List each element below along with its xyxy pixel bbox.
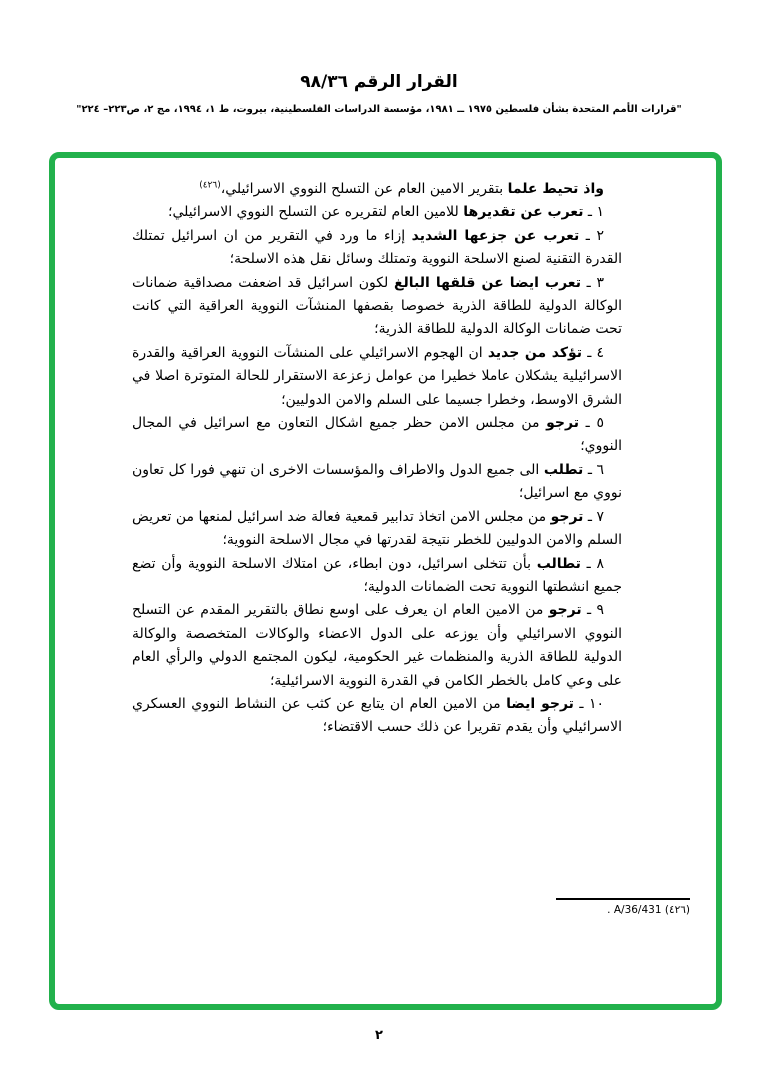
resolution-clause-9: [132, 599, 622, 693]
resolution-body: [132, 178, 622, 740]
clause-bold-phrase: ترجو: [548, 602, 582, 619]
clause-bold-phrase: ترجو: [546, 415, 579, 432]
footnote-document-reference: A/36/431: [613, 904, 662, 916]
clause-number: ١ ـ: [583, 204, 604, 221]
clause-text: من الامين العام ان يتابع عن كثب عن النشاط النووي العسكري الاسرائيلي وأن يقدم تقريرا عن ذلك حسب الاقتضاء؛: [132, 695, 622, 736]
resolution-frame: [49, 152, 722, 1010]
resolution-clause-7: [132, 506, 622, 553]
clause-text: من الامين العام ان يعرف على اوسع نطاق بالتقرير المقدم عن التسلح النووي الاسرائيلي وأن يوزعه على الدول الاعضاء والوكالات المتخصصة والوكالة الدولية للطاقة الذرية والمنظمات غير الحكومية، ليكون المجتمع الدولي والرأي العام على وعي كامل بالخطر الكامن في القدرة النووية الاسرائيلية؛: [132, 602, 622, 689]
resolution-clause-2: [132, 225, 622, 272]
resolution-clause-5: [132, 412, 622, 459]
preamble-text: بتقرير الامين العام عن التسلح النووي الاسرائيلي،: [220, 181, 508, 197]
resolution-clause-4: [132, 342, 622, 412]
footnote-block: [556, 898, 690, 916]
clause-text: من مجلس الامن اتخاذ تدابير قمعية فعالة ضد اسرائيل لمنعها من تعريض السلم والامن الدوليين للخطر نتيجة لقدرتها في مجال الاسلحة النووية؛: [132, 508, 622, 549]
clause-text: بأن تتخلى اسرائيل، دون ابطاء، عن امتلاك الاسلحة النووية وأن تضع جميع انشطتها النووية تحت الضمانات الدولية؛: [132, 555, 622, 595]
footnote-reference-mark: (٤٢٦): [199, 180, 221, 191]
clause-number: ٣ ـ: [580, 274, 604, 291]
page-number: ٢: [375, 1028, 383, 1043]
preamble-bold-phrase: واذ تحيط علما: [507, 181, 604, 197]
clause-bold-phrase: تؤكد من جديد: [487, 344, 583, 361]
clause-text: لكون اسرائيل قد اضعفت مصداقية ضمانات الوكالة الدولية للطاقة الذرية خصوصا بقصفها المنشآت النووية العراقية التي كانت تحت ضمانات الوكالة الدولية للطاقة الذرية؛: [132, 274, 622, 338]
clause-number: ٢ ـ: [579, 227, 604, 244]
clause-number: ٨ ـ: [580, 555, 604, 572]
clause-bold-phrase: تعرب عن جزعها الشديد: [411, 227, 580, 244]
resolution-clause-10: [132, 693, 622, 740]
clause-bold-phrase: ترجو: [550, 508, 584, 525]
clause-bold-phrase: تعرب ايضا عن قلقها البالغ: [393, 274, 581, 291]
footnote-punctuation: .: [607, 904, 611, 916]
footnote-marker: (٤٢٦): [664, 904, 690, 916]
clause-number: ٤ ـ: [582, 344, 604, 361]
clause-number: ٩ ـ: [581, 602, 604, 619]
clause-text: إزاء ما ورد في التقرير من ان اسرائيل تمتلك القدرة التقنية لصنع الاسلحة النووية وتمتلك وسائل نقل هذه الاسلحة؛: [132, 227, 622, 268]
clause-text: من مجلس الامن حظر جميع اشكال التعاون مع اسرائيل في المجال النووي؛: [132, 415, 622, 455]
footnote-divider: [556, 898, 690, 900]
source-citation: "قرارات الأمم المتحدة بشأن فلسطين ١٩٧٥ ــ ١٩٨١، مؤسسة الدراسات الفلسطينية، بيروت، ط ١، ١٩٩٤، مج ٢، ص٢٢٣– ٢٢٤": [76, 104, 682, 115]
resolution-clause-6: [132, 459, 622, 506]
clause-number: ٥ ـ: [579, 415, 604, 432]
resolution-title: القرار الرقم ٩٨/٣٦: [300, 72, 458, 92]
clause-number: ٦ ـ: [583, 461, 604, 478]
clause-text: للامين العام لتقريره عن التسلح النووي الاسرائيلي؛: [168, 204, 464, 221]
clause-text: ان الهجوم الاسرائيلي على المنشآت النووية العراقية والقدرة الاسرائيلية يشكلان عاملا خطيرا من عوامل زعزعة الاستقرار للحالة المتوترة اصلا في الشرق الاوسط، وخطرا جسيما على السلم والامن الدوليين؛: [132, 344, 622, 408]
clause-number: ١٠ ـ: [573, 695, 604, 712]
resolution-clause-1: [132, 201, 622, 224]
clause-bold-phrase: تعرب عن تقديرها: [463, 204, 584, 221]
footnote-text: [556, 904, 690, 916]
resolution-clause-8: [132, 553, 622, 600]
resolution-preamble: [132, 178, 622, 201]
clause-text: الى جميع الدول والاطراف والمؤسسات الاخرى ان تنهي فورا كل تعاون نووي مع اسرائيل؛: [132, 461, 622, 502]
clause-bold-phrase: ترجو ايضا: [506, 695, 574, 712]
clause-bold-phrase: تطالب: [536, 555, 581, 572]
clause-bold-phrase: تطلب: [543, 461, 584, 478]
clause-number: ٧ ـ: [583, 508, 604, 525]
resolution-clause-3: [132, 272, 622, 342]
